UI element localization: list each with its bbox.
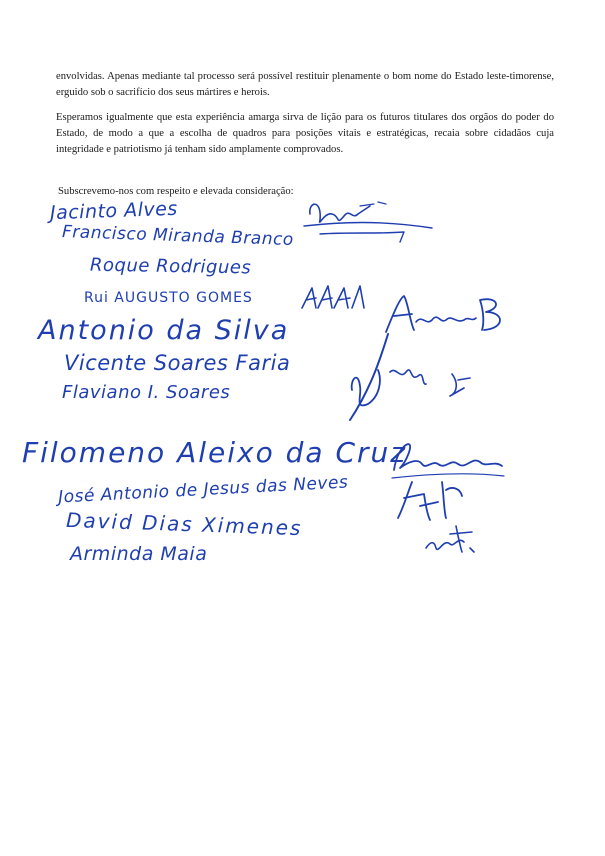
paragraph-closing: envolvidas. Apenas mediante tal processo será possível restituir plenamente o bom nome do Estado leste-timorense, erguido sob o sacrifício dos seus mártires e herois. — [56, 71, 554, 98]
signature-name-vicente-soares-faria: Vicente Soares Faria — [64, 351, 291, 375]
signature-scribble-top — [300, 192, 440, 250]
signature-scribble-tall — [340, 330, 480, 430]
signature-name-jacinto-alves: Jacinto Alves — [49, 197, 179, 225]
signature-name-antonio-da-silva: Antonio da Silva — [38, 315, 290, 346]
paragraph-salutation: Subscrevemo-nos com respeito e elevada consideração: — [58, 186, 294, 197]
signature-name-flaviano-soares: Flaviano I. Soares — [62, 382, 231, 403]
signature-name-roque-rodrigues: Roque Rodrigues — [89, 254, 252, 279]
paragraph-hope: Esperamos igualmente que esta experiência amarga sirva de lição para os futuros titulares dos orgãos do poder do Estado, de modo a que a escolha de quadros para posições vitais e estratégicas, recaia sobre cidadãos cuja integridade e patriotismo já tenham sido amplamente comprovados. — [56, 112, 554, 155]
signature-name-filomeno-aleixo-da-cruz: Filomeno Aleixo da Cruz — [22, 436, 407, 469]
signature-name-rui-augusto-gomes: Rui AUGUSTO GOMES — [84, 290, 253, 306]
signature-name-david-dias-ximenes: David Dias Ximenes — [65, 507, 303, 541]
signature-name-francisco-miranda-branco: Francisco Miranda Branco — [61, 221, 295, 251]
signature-name-jose-antonio-de-jesus-das-neves: José Antonio de Jesus das Neves — [57, 472, 349, 508]
signature-scribble-david — [420, 518, 480, 558]
signature-name-arminda-maia: Arminda Maia — [70, 543, 208, 565]
signature-scribble-rui — [298, 282, 378, 314]
